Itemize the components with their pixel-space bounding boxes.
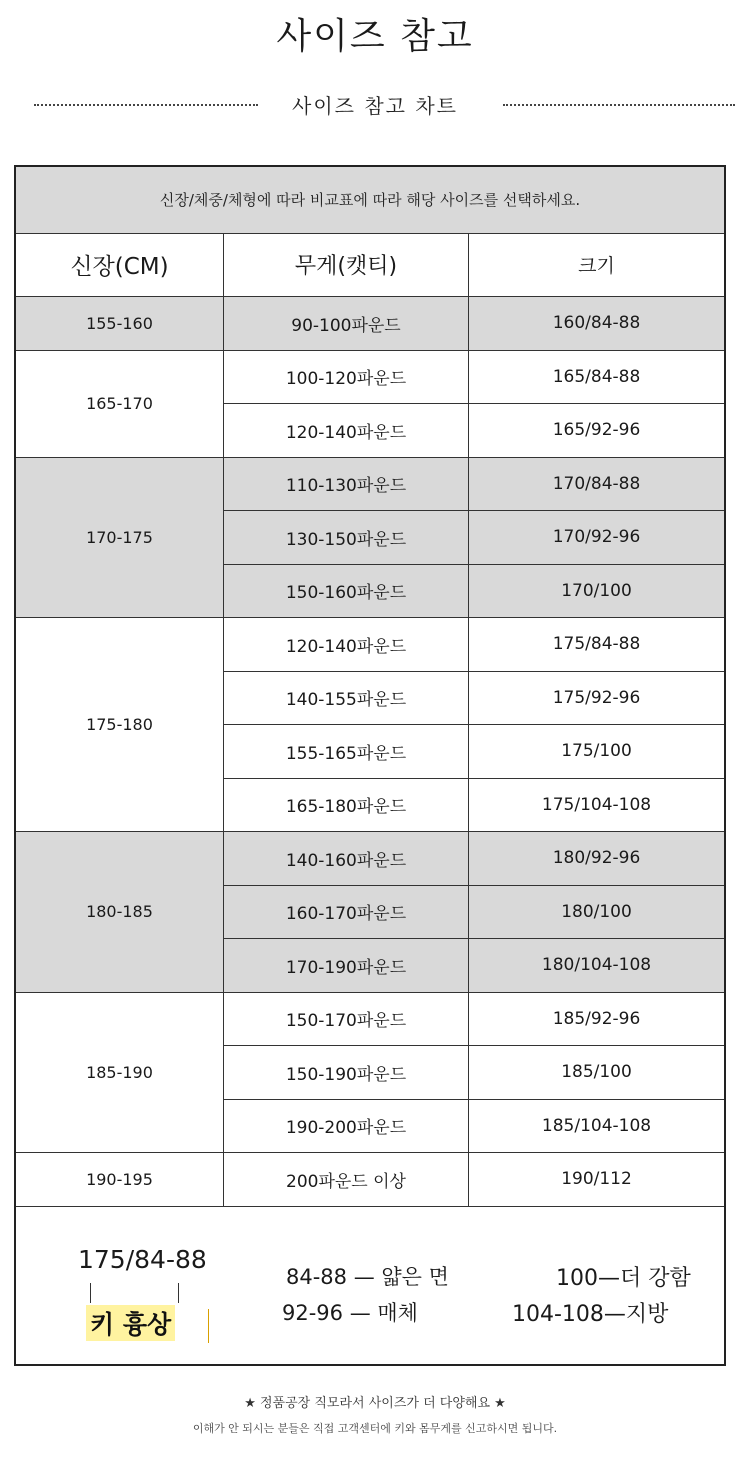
legend-line-medium: 92-96 — 매체 xyxy=(282,1301,418,1325)
dotted-divider-right xyxy=(503,104,735,106)
page-title: 사이즈 참고 xyxy=(276,16,474,57)
size-cell: 190/112 xyxy=(469,1153,724,1207)
size-cell: 170/84-88 xyxy=(469,458,724,512)
size-cell: 175/100 xyxy=(469,725,724,779)
height-cell: 170-175 xyxy=(16,458,224,619)
size-cell: 170/100 xyxy=(469,565,724,619)
weight-cell: 165-180파운드 xyxy=(224,779,469,833)
height-cell: 175-180 xyxy=(16,618,224,832)
legend-line-fat: 104-108—지방 xyxy=(512,1302,669,1327)
weight-cell: 200파운드 이상 xyxy=(224,1153,469,1207)
height-cell: 155-160 xyxy=(16,297,224,351)
size-legend xyxy=(16,1217,724,1364)
size-cell: 175/92-96 xyxy=(469,672,724,726)
size-cell: 180/100 xyxy=(469,886,724,940)
size-cell: 165/84-88 xyxy=(469,351,724,405)
size-cell: 185/104-108 xyxy=(469,1100,724,1154)
weight-cell: 140-155파운드 xyxy=(224,672,469,726)
height-cell: 190-195 xyxy=(16,1153,224,1207)
size-cell: 180/92-96 xyxy=(469,832,724,886)
legend-tick xyxy=(178,1283,179,1303)
legend-line-strong: 100—더 강함 xyxy=(556,1266,691,1291)
size-cell: 185/92-96 xyxy=(469,993,724,1047)
weight-cell: 150-170파운드 xyxy=(224,993,469,1047)
weight-cell: 170-190파운드 xyxy=(224,939,469,993)
column-header-height: 신장(CM) xyxy=(16,233,224,297)
column-header-size: 크기 xyxy=(469,233,724,297)
weight-cell: 100-120파운드 xyxy=(224,351,469,405)
weight-cell: 120-140파운드 xyxy=(224,618,469,672)
size-cell: 165/92-96 xyxy=(469,404,724,458)
legend-key-label: 키 흉상 xyxy=(86,1305,175,1341)
weight-cell: 110-130파운드 xyxy=(224,458,469,512)
weight-cell: 90-100파운드 xyxy=(224,297,469,351)
weight-cell: 130-150파운드 xyxy=(224,511,469,565)
legend-tick xyxy=(90,1283,91,1303)
height-cell: 165-170 xyxy=(16,351,224,458)
weight-cell: 150-190파운드 xyxy=(224,1046,469,1100)
subtitle-row xyxy=(0,88,750,122)
footer-note: ★ 정품공장 직모라서 사이즈가 더 다양해요 ★ xyxy=(244,1396,506,1411)
legend-line-thin: 84-88 — 얇은 면 xyxy=(286,1265,449,1289)
size-cell: 185/100 xyxy=(469,1046,724,1100)
legend-tick-accent xyxy=(208,1309,209,1343)
size-cell: 175/104-108 xyxy=(469,779,724,833)
footer-help: 이해가 안 되시는 분들은 직접 고객센터에 키와 몸무게를 신고하시면 됩니다. xyxy=(192,1422,558,1435)
weight-cell: 150-160파운드 xyxy=(224,565,469,619)
weight-cell: 140-160파운드 xyxy=(224,832,469,886)
chart-subtitle: 사이즈 참고 차트 xyxy=(292,94,458,118)
height-cell: 180-185 xyxy=(16,832,224,993)
size-cell: 175/84-88 xyxy=(469,618,724,672)
weight-cell: 155-165파운드 xyxy=(224,725,469,779)
size-cell: 180/104-108 xyxy=(469,939,724,993)
weight-cell: 190-200파운드 xyxy=(224,1100,469,1154)
weight-cell: 160-170파운드 xyxy=(224,886,469,940)
size-table xyxy=(14,165,726,1366)
size-cell: 160/84-88 xyxy=(469,297,724,351)
table-notice: 신장/체중/체형에 따라 비교표에 따라 해당 사이즈를 선택하세요. xyxy=(16,167,724,234)
column-header-weight: 무게(캣티) xyxy=(224,233,469,297)
legend-example-size: 175/84-88 xyxy=(78,1245,207,1274)
weight-cell: 120-140파운드 xyxy=(224,404,469,458)
height-cell: 185-190 xyxy=(16,993,224,1154)
size-cell: 170/92-96 xyxy=(469,511,724,565)
